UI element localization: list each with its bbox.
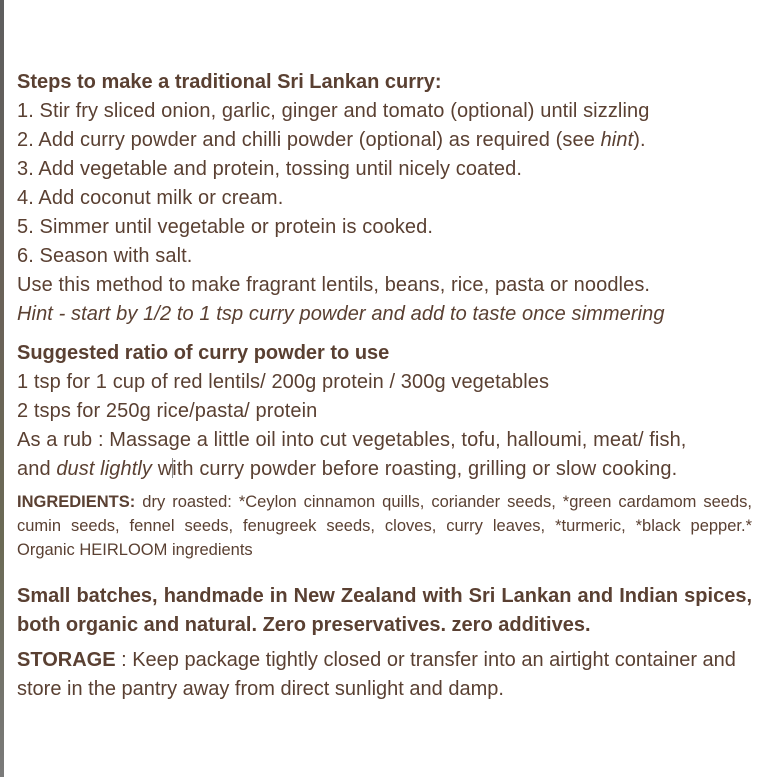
left-edge-strip (0, 0, 4, 777)
step-5: 5. Simmer until vegetable or protein is cooked. (17, 216, 434, 238)
rub-line-2-italic: dust lightly (56, 458, 153, 480)
step-4: 4. Add coconut milk or cream. (17, 187, 284, 209)
rub-line-2 (17, 455, 757, 484)
ratio-line-1: 1 tsp for 1 cup of red lentils/ 200g protein / 300g vegetables (17, 371, 550, 393)
rub-line-1: As a rub : Massage a little oil into cut vegetables, tofu, halloumi, meat/ fish, (17, 429, 687, 451)
rub-line-2-rest: ith curry powder before roasting, grilling or slow cooking. (172, 458, 678, 480)
storage-paragraph (17, 646, 757, 704)
handmade-statement: Small batches, handmade in New Zealand with Sri Lankan and Indian spices, both organic and natural. Zero preservatives. zero additives. (17, 585, 752, 636)
step-1: 1. Stir fry sliced onion, garlic, ginger and tomato (optional) until sizzling (17, 100, 650, 122)
method-note: Use this method to make fragrant lentils, beans, rice, pasta or noodles. (17, 274, 651, 296)
ingredients-label: INGREDIENTS: (17, 493, 136, 511)
recipe-document (17, 68, 757, 704)
step-2-suffix: ). (633, 129, 646, 151)
step-2 (17, 126, 757, 155)
hint-text: Hint - start by 1/2 to 1 tsp curry powder and add to taste once simmering (17, 303, 665, 325)
step-6: 6. Season with salt. (17, 245, 193, 267)
step-3: 3. Add vegetable and protein, tossing until nicely coated. (17, 158, 523, 180)
step-2-text: 2. Add curry powder and chilli powder (optional) as required (see (17, 129, 601, 151)
steps-heading: Steps to make a traditional Sri Lankan curry: (17, 71, 442, 93)
ratio-line-2: 2 tsps for 250g rice/pasta/ protein (17, 400, 318, 422)
ingredients-paragraph (17, 490, 752, 562)
step-2-hint-word: hint (600, 129, 634, 151)
storage-text: : Keep package tightly closed or transfer into an airtight container and store in the pantry away from direct sunlight and damp. (17, 649, 736, 700)
ratio-heading: Suggested ratio of curry powder to use (17, 342, 390, 364)
rub-line-2-prefix: and (17, 458, 57, 480)
storage-label: STORAGE (17, 649, 116, 671)
ingredients-text: dry roasted: *Ceylon cinnamon quills, coriander seeds, *green cardamom seeds, cumin seeds, fennel seeds, fenugreek seeds, cloves, curry leaves, *turmeric, *black pepper.* Organic HEIRLOOM ingredients (17, 493, 752, 559)
rub-line-2-w: w (152, 458, 173, 480)
